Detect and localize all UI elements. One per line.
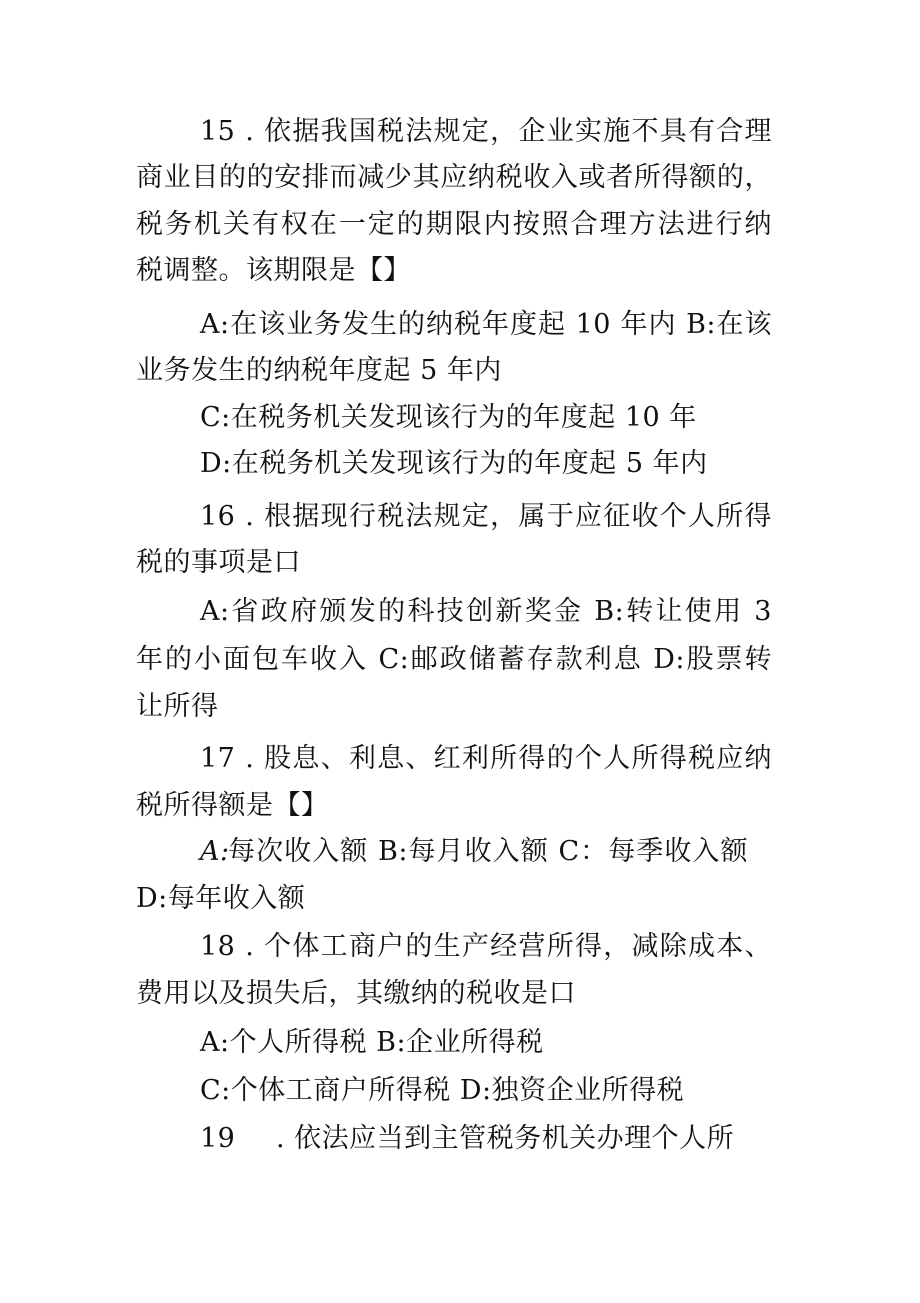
q15-line-1: 15 . 依据我国税法规定，企业实施不具有合理 xyxy=(200,116,772,147)
q19-line-1: . 依法应当到主管税务机关办理个人所 xyxy=(276,1123,735,1154)
q17-option-line-1: 每次收入额 B:每月收入额 C：每季收入额 xyxy=(228,836,748,867)
q17-line-1: 17 . 股息、利息、红利所得的个人所得税应纳 xyxy=(200,743,772,774)
q15-option-line-2: 业务发生的纳税年度起 5 年内 xyxy=(136,355,502,386)
q15-option-line-1: A:在该业务发生的纳税年度起 10 年内 B:在该 xyxy=(200,309,772,340)
q18-line-1: 18 . 个体工商户的生产经营所得，减除成本、 xyxy=(200,931,772,962)
q15-option-c: C:在税务机关发现该行为的年度起 10 年 xyxy=(200,402,697,433)
q18-line-2: 费用以及损失后，其缴纳的税收是口 xyxy=(136,978,576,1009)
q15-line-2: 商业目的的安排而减少其应纳税收入或者所得额的， xyxy=(136,162,772,193)
q16-option-line-2: 年的小面包车收入 C:邮政储蓄存款利息 D:股票转 xyxy=(136,644,772,675)
q17-option-a-prefix: A: xyxy=(200,836,230,867)
q16-line-1: 16 . 根据现行税法规定，属于应征收个人所得 xyxy=(200,501,772,532)
q15-option-d: D:在税务机关发现该行为的年度起 5 年内 xyxy=(200,448,708,479)
q18-option-line-1: A:个人所得税 B:企业所得税 xyxy=(200,1027,544,1058)
q18-option-line-2: C:个体工商户所得税 D:独资企业所得税 xyxy=(200,1075,685,1106)
q19-number: 19 xyxy=(200,1123,236,1154)
q17-line-2: 税所得额是【】 xyxy=(136,790,329,821)
q15-line-4: 税调整。该期限是【】 xyxy=(136,255,411,286)
q16-option-line-3: 让所得 xyxy=(136,691,219,722)
q16-line-2: 税的事项是口 xyxy=(136,547,301,578)
q16-option-line-1: A:省政府颁发的科技创新奖金 B:转让使用 3 xyxy=(200,596,772,627)
q17-option-line-2: D:每年收入额 xyxy=(136,883,306,914)
q15-line-3: 税务机关有权在一定的期限内按照合理方法进行纳 xyxy=(136,209,772,240)
